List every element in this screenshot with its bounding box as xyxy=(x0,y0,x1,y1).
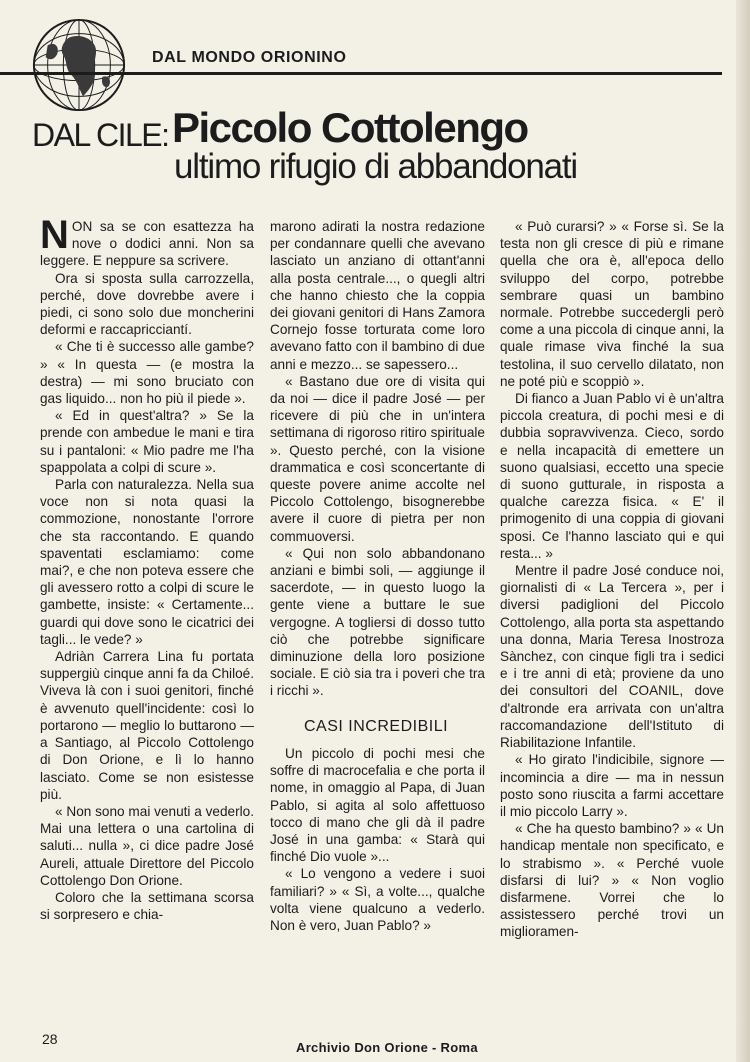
article-paragraph xyxy=(40,889,254,923)
paragraph-text: « Qui non solo abbandonano anziani e bimbi soli, — aggiunge il sacerdote, — in questo luogo la gente viene a buttare le sue vergogne. A togliersi di dosso tutto ciò che potrebbe significare diminuzione della loro posizione sociale. E ciò sia tra i poveri che tra i ricchi ». xyxy=(270,545,485,699)
paragraph-text: « Non sono mai venuti a vederlo. Mai una lettera o una cartolina di saluti... nulla », ci dice padre José Aureli, attuale Direttore del Piccolo Cottolengo Don Orione. xyxy=(40,803,254,888)
paragraph-text: Di fianco a Juan Pablo vi è un'altra piccola creatura, di pochi mesi e di dubbia sopravvivenza. Cieco, sordo e nella incapacità di emettere un suono qualsiasi, eccetto una specie di suono gutturale, in risposta a qualche carezza fisica. « E' il primogenito di una coppia di giovani sposi. Ce l'hanno lasciato qui e qui resta... » xyxy=(500,391,724,561)
section-subheading: CASI INCREDIBILI xyxy=(304,717,449,735)
article-paragraph xyxy=(270,865,485,934)
article-paragraph xyxy=(270,545,485,700)
article-column-3 xyxy=(500,218,724,941)
section-label: DAL MONDO ORIONINO xyxy=(152,49,347,66)
article-paragraph xyxy=(500,218,724,390)
page-edge-shadow xyxy=(736,0,750,1062)
article-paragraph xyxy=(270,745,485,865)
article-paragraph xyxy=(40,213,254,270)
paragraph-text: Parla con naturalezza. Nella sua voce non si nota quasi la commozione, nonostante l'orrore che sta raccontando. E quando spaventati esclamiamo: come mai?, e che non poteva essere che gli avessero rotto a colpi di scure le gambette, insiste: « Certamente... guardi qui dove sono le cicatrici dei tagli... le vede? » xyxy=(40,477,254,647)
article-paragraph xyxy=(40,407,254,476)
header-rule xyxy=(0,72,722,75)
article-paragraph xyxy=(500,751,724,820)
paragraph-text: « Può curarsi? » « Forse sì. Se la testa non gli cresce di più e rimane quella che ora è, all'epoca dello sviluppo del corpo, potrebbe sembrare quasi un bambino normale. Potrebbe succedergli però come a una piccola di cinque anni, la quale rimase viva finché la sua testolina, il suo cervello dilatato, non ne poté più e scoppiò ». xyxy=(500,219,724,389)
article-paragraph xyxy=(500,562,724,751)
drop-cap: N xyxy=(40,213,69,257)
paragraph-text: « Bastano due ore di visita qui da noi — dice il padre José — per ricevere di più che in un'intera settimana di rigoroso ritiro spirituale ». Questo perché, con la visione drammatica e così sconcertante di queste povere anime accolte nel Piccolo Cottolengo, bisognerebbe avere il cuore di pietra per non commuoversi. xyxy=(270,373,485,544)
paragraph-text: Coloro che la settimana scorsa si sorpresero e chia- xyxy=(40,889,254,923)
paragraph-text: Mentre il padre José conduce noi, giornalisti di « La Tercera », per i diversi padiglioni del Piccolo Cottolengo, alla porta sta aspettando una donna, Maria Teresa Inostroza Sànchez, con cinque figli tra i sedici e i tre anni di età; proviene da uno dei consultori del COANIL, dove d'altronde era arrivata con un'altra raccomandazione dell'Istituto di Riabilitazione Infantile. xyxy=(500,563,724,751)
paragraph-text: marono adirati la nostra redazione per condannare quelli che avevano lasciato un anziano di ottant'anni alla posta centrale..., o quegli altri che hanno chiesto che la coppia dei giovani genitori di Hans Zamora Cornejo fosse torturata come loro avevano fatto con il bambino di due anni e mezzo... se sapessero... xyxy=(270,219,485,372)
article-paragraph xyxy=(270,218,485,373)
article-paragraph xyxy=(40,338,254,407)
paragraph-text: « Che ti è successo alle gambe? » « In questa — (e mostra la destra) — mi sono bruciato con gas liquido... non ho più il piede ». xyxy=(40,339,254,407)
article-paragraph xyxy=(40,270,254,339)
paragraph-text: « Ho girato l'indicibile, signore — incomincia a dire — ma in nessun posto sono riuscita a farmi accettare il mio piccolo Larry ». xyxy=(500,752,724,819)
paragraph-text: « Che ha questo bambino? » « Un handicap mentale non specificato, e lo strabismo ». « Perché vuole disfarsi di lui? » « Non voglio disfarmene. Vorrei che lo assistessero perché trovi un miglioramen- xyxy=(500,821,724,940)
article-column-1 xyxy=(40,213,254,923)
headline-title: Piccolo Cottolengo xyxy=(172,104,528,151)
article-paragraph xyxy=(40,648,254,803)
paragraph-text: « Ed in quest'altra? » Se la prende con ambedue le mani e tira su i pantaloni: « Mio padre me l'ha spappolata a colpi di scure ». xyxy=(40,408,254,475)
paragraph-text: Ora si sposta sulla carrozzella, perché, dove dovrebbe avere i piedi, ci sono solo due moncherini deformi e raccapricciantí. xyxy=(40,270,254,338)
page-number: 28 xyxy=(42,1031,58,1047)
paragraph-text: Un piccolo di pochi mesi che soffre di macrocefalia e che porta il nome, in omaggio al Papa, di Juan Pablo, si agita al solo affettuoso tocco di mano che gli dà il padre José in una gamba: « Starà qui finché Dio vuole »... xyxy=(270,745,485,865)
article-paragraph xyxy=(270,373,485,545)
archive-label: Archivio Don Orione - Roma xyxy=(296,1040,478,1055)
article-paragraph xyxy=(500,390,724,562)
globe-icon xyxy=(30,16,128,114)
paragraph-text: « Lo vengono a vedere i suoi familiari? » « Sì, a volte..., qualche volta viene qualcuno a vederlo. Non è vero, Juan Pablo? » xyxy=(270,866,485,933)
paragraph-text: ON sa se con esattezza ha nove o dodici anni. Non sa leggere. E neppure sa scrivere. xyxy=(40,219,254,269)
article-paragraph xyxy=(500,820,724,940)
headline-subtitle: ultimo rifugio di abbandonati xyxy=(174,147,577,186)
article-paragraph xyxy=(40,476,254,648)
paragraph-text: Adriàn Carrera Lina fu portata suppergiù cinque anni fa da Chiloé. Viveva là con i suoi genitori, finché è avvenuto quell'incidente: così lo portarono — meglio lo buttarono — a Santiago, al Piccolo Cottolengo di Don Orione, e lì lo hanno lasciato. Come se non esistesse più. xyxy=(40,649,254,802)
article-column-2 xyxy=(270,218,485,934)
article-paragraph xyxy=(40,803,254,889)
headline-prefix: DAL CILE: xyxy=(32,117,169,153)
